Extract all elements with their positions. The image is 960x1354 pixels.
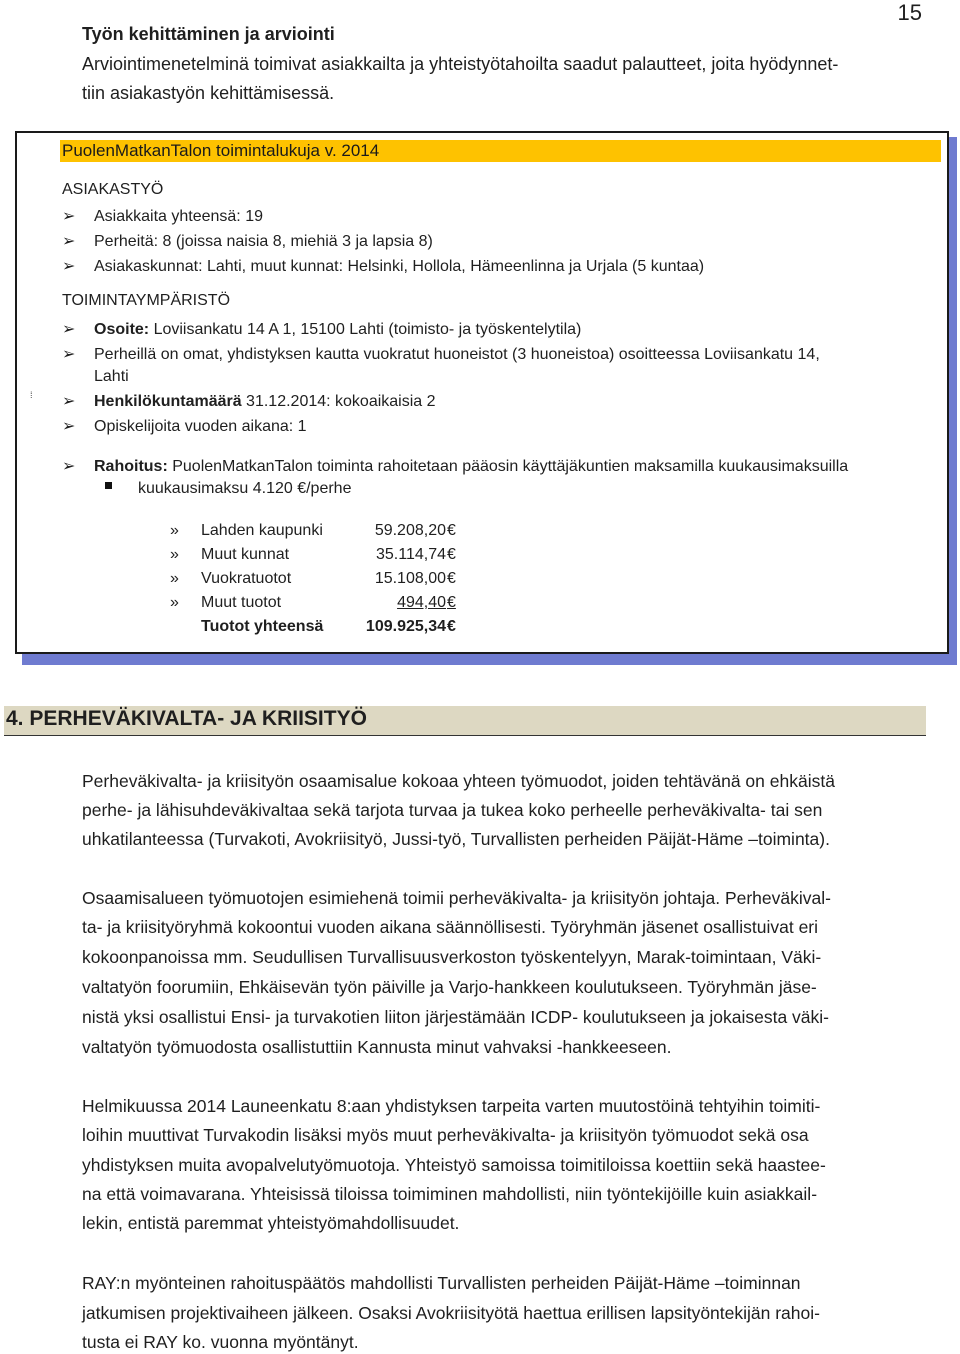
chevron-right-icon: » <box>170 570 179 587</box>
list-item-text: Opiskelijoita vuoden aikana: 1 <box>94 418 307 435</box>
list-item-text: Perheitä: 8 (joissa naisia 8, miehiä 3 ja lapsia 8) <box>94 233 433 250</box>
list-item <box>62 416 307 436</box>
osoite-label: Osoite: <box>94 321 150 338</box>
finance-label: Muut kunnat <box>201 546 290 563</box>
paragraph-line: yhdistyksen muita avopalvelutyömuotoja. Yhteistyö samoissa toimitiloissa koettiin sekä haastee- <box>82 1155 826 1175</box>
list-item-text: Asiakkaita yhteensä: 19 <box>94 208 263 225</box>
side-dots-icon: ⁞ <box>30 390 33 400</box>
square-bullet-icon <box>105 482 112 489</box>
osoite-text: Loviisankatu 14 A 1, 15100 Lahti (toimisto- ja työskentelytila) <box>149 321 582 338</box>
rahoitus-text: PuolenMatkanTalon toiminta rahoitetaan pääosin käyttäjäkuntien maksamilla kuukausimaksuilla <box>167 458 849 475</box>
arrow-bullet-icon: ➢ <box>62 233 76 250</box>
arrow-bullet-icon: ➢ <box>62 321 76 338</box>
chevron-right-icon: » <box>170 522 179 539</box>
finance-label: Vuokratuotot <box>201 570 292 587</box>
rahoitus-label: Rahoitus: <box>94 458 168 475</box>
euro-sign: € <box>447 570 456 587</box>
finance-value: 494,40 <box>397 594 446 611</box>
section-label-asiakastyo: ASIAKASTYÖ <box>62 181 164 198</box>
list-item-continuation: Lahti <box>94 368 129 385</box>
chevron-right-icon: » <box>170 546 179 563</box>
page-number: 15 <box>897 0 922 25</box>
paragraph-line: Osaamisalueen työmuotojen esimiehenä toimii perheväkivalta- ja kriisityön johtaja. Perheväkival- <box>82 888 831 908</box>
paragraph-line: perhe- ja lähisuhdeväkivaltaa sekä tarjota turvaa ja tukea koko perheelle perheväkivalta- tai sen <box>82 800 823 820</box>
paragraph-line: Helmikuussa 2014 Launeenkatu 8:aan yhdistyksen tarpeita varten muutostöinä tehtyihin toimiti- <box>82 1096 821 1116</box>
arrow-bullet-icon: ➢ <box>62 393 76 410</box>
list-item <box>62 391 436 411</box>
list-item <box>62 319 581 339</box>
finance-value: 35.114,74 <box>376 546 446 563</box>
paragraph-line: RAY:n myönteinen rahoituspäätös mahdollisti Turvallisten perheiden Päijät-Häme –toiminnan <box>82 1273 801 1293</box>
finance-label: Muut tuotot <box>201 594 282 611</box>
finance-label: Lahden kaupunki <box>201 522 323 539</box>
section-label-toimintaymparisto: TOIMINTAYMPÄRISTÖ <box>62 292 231 309</box>
paragraph-line: nistä yksi osallistui Ensi- ja turvakotien liiton järjestämään ICDP- koulutukseen ja jokaisesta väki- <box>82 1007 829 1027</box>
info-box-title: PuolenMatkanTalon toimintalukuja v. 2014 <box>62 141 380 160</box>
paragraph-line: ta- ja kriisityöryhmä kokoontui vuoden aikana säännöllisesti. Työryhmän jäsenet osallistuivat eri <box>82 917 819 937</box>
paragraph-line: valtatyön foorumiin, Ehkäisevän työn päiville ja Varjo-hankkeen koulutukseen. Työryhmän jäse- <box>82 977 817 997</box>
paragraph-line: jatkumisen projektivaiheen jälkeen. Osaksi Avokriisityötä haettua erillisen lapsityöntekijän rahoi- <box>82 1303 820 1323</box>
euro-sign: € <box>447 594 456 611</box>
finance-value: 15.108,00 <box>374 570 446 587</box>
arrow-bullet-icon: ➢ <box>62 458 76 475</box>
total-value: 109.925,34 <box>365 618 446 635</box>
arrow-bullet-icon: ➢ <box>62 208 76 225</box>
paragraph-line: loihin muuttivat Turvakodin lisäksi myös muut perheväkivalta- ja kriisityön työmuodot sekä osa <box>82 1125 809 1145</box>
euro-sign: € <box>447 522 456 539</box>
paragraph-line: kokoonpanoissa mm. Seudullisen Turvallisuusverkoston työskentelyyn, Marak-toimintaan, Väki- <box>82 947 822 967</box>
euro-sign: € <box>447 546 456 563</box>
arrow-bullet-icon: ➢ <box>62 346 76 363</box>
list-item <box>62 256 704 276</box>
paragraph-line: uhkatilanteessa (Turvakoti, Avokriisityö, Jussi-työ, Turvallisten perheiden Päijät-Häme –toiminta). <box>82 829 830 849</box>
finance-value: 59.208,20 <box>374 522 446 539</box>
arrow-bullet-icon: ➢ <box>62 258 76 275</box>
paragraph-line: valtatyön työmuodosta osallistuttiin Kannusta minut vahvaksi -hankkeeseen. <box>82 1037 672 1057</box>
intro-text-line: Arviointimenetelminä toimivat asiakkailta ja yhteistyötahoilta saadut palautteet, joita hyödynnet- <box>82 54 839 74</box>
total-label: Tuotot yhteensä <box>201 618 324 635</box>
list-item <box>62 456 848 476</box>
list-item <box>62 344 820 364</box>
paragraph-line: Perheväkivalta- ja kriisityön osaamisalue kokoaa yhteen työmuodot, joiden tehtävänä on ehkäistä <box>82 771 835 791</box>
list-item <box>62 206 263 226</box>
list-item-text: Perheillä on omat, yhdistyksen kautta vuokratut huoneistot (3 huoneistoa) osoitteessa Loviisankatu 14, <box>94 346 820 363</box>
list-item-text: Asiakaskunnat: Lahti, muut kunnat: Helsinki, Hollola, Hämeenlinna ja Urjala (5 kuntaa) <box>94 258 705 275</box>
paragraph-line: lekin, entistä paremmat yhteistyömahdollisuudet. <box>82 1213 460 1233</box>
section-heading-underline <box>4 735 926 736</box>
list-item <box>62 231 433 251</box>
chevron-right-icon: » <box>170 594 179 611</box>
paragraph-line: na että voimavarana. Yhteisissä tiloissa toimiminen mahdollisti, niin työntekijöille kuin asiakkail- <box>82 1184 818 1204</box>
henkilo-text: 31.12.2014: kokoaikaisia 2 <box>241 393 436 410</box>
euro-sign: € <box>447 618 456 635</box>
kuukausimaksu-text: kuukausimaksu 4.120 €/perhe <box>138 480 352 497</box>
intro-heading: Työn kehittäminen ja arviointi <box>82 24 335 44</box>
arrow-bullet-icon: ➢ <box>62 418 76 435</box>
paragraph-line: tusta ei RAY ko. vuonna myöntänyt. <box>82 1332 359 1352</box>
intro-text-line: tiin asiakastyön kehittämisessä. <box>82 83 335 103</box>
section-heading: 4. PERHEVÄKIVALTA- JA KRIISITYÖ <box>6 707 367 730</box>
henkilo-label: Henkilökuntamäärä <box>94 393 242 410</box>
